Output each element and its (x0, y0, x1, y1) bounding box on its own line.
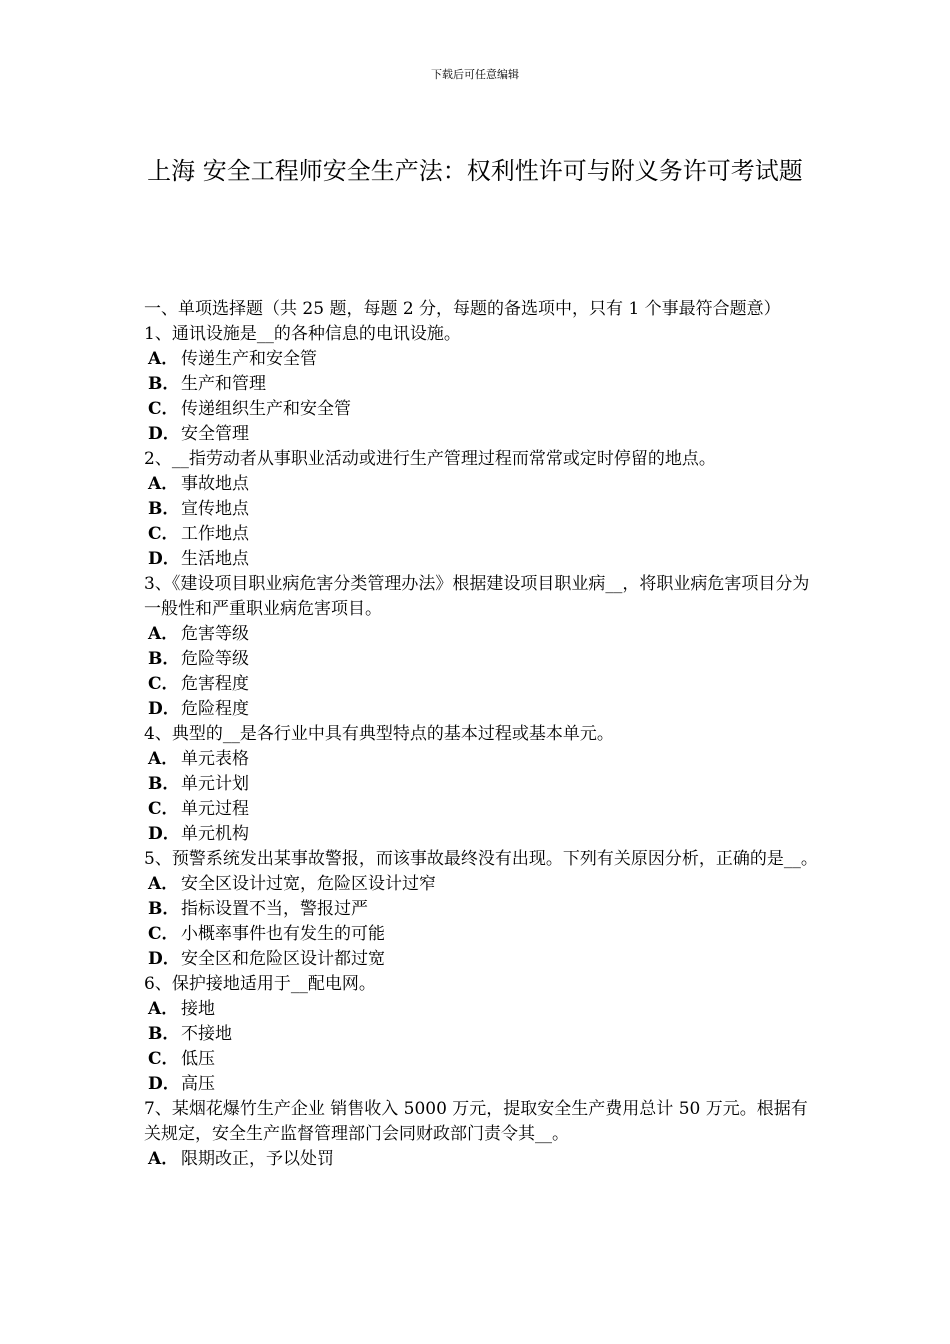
option-letter: B． (148, 499, 180, 519)
answer-option-d (144, 947, 824, 972)
option-letter: D． (148, 1074, 180, 1094)
option-letter: C． (148, 924, 179, 944)
answer-option-c (144, 797, 824, 822)
answer-option-c (144, 1047, 824, 1072)
option-letter: B． (148, 1024, 180, 1044)
option-text: 工作地点 (181, 524, 249, 544)
option-letter: A． (148, 474, 179, 494)
question-3 (144, 572, 824, 722)
option-letter: D． (148, 549, 180, 569)
question-6 (144, 972, 824, 1097)
answer-option-a (144, 622, 824, 647)
section-heading: 一、单项选择题（共 25 题，每题 2 分，每题的备选项中，只有 1 个事最符合题意） (144, 299, 781, 319)
option-letter: C． (148, 799, 179, 819)
option-text: 单元机构 (181, 824, 249, 844)
option-letter: A． (148, 874, 179, 894)
option-text: 生产和管理 (181, 374, 266, 394)
answer-option-b (144, 647, 824, 672)
option-text: 限期改正，予以处罚 (181, 1149, 334, 1169)
option-letter: C． (148, 674, 179, 694)
answer-option-a (144, 997, 824, 1022)
question-7 (144, 1097, 824, 1172)
option-letter: A． (148, 749, 179, 769)
question-stem: 5、预警系统发出某事故警报，而该事故最终没有出现。下列有关原因分析，正确的是__。 (144, 849, 818, 869)
option-text: 单元计划 (181, 774, 249, 794)
option-text: 事故地点 (181, 474, 249, 494)
question-stem: 2、__指劳动者从事职业活动或进行生产管理过程而常常或定时停留的地点。 (144, 449, 716, 469)
option-letter: C． (148, 399, 179, 419)
option-letter: A． (148, 349, 179, 369)
option-text: 安全管理 (181, 424, 249, 444)
option-text: 低压 (181, 1049, 215, 1069)
answer-option-d (144, 422, 824, 447)
option-letter: B． (148, 774, 180, 794)
question-stem: 4、典型的__是各行业中具有典型特点的基本过程或基本单元。 (144, 724, 614, 744)
answer-option-c (144, 922, 824, 947)
answer-option-d (144, 547, 824, 572)
answer-option-b (144, 772, 824, 797)
option-text: 危害等级 (181, 624, 249, 644)
option-text: 危险程度 (181, 699, 249, 719)
question-stem: 6、保护接地适用于__配电网。 (144, 974, 376, 994)
question-1 (144, 322, 824, 447)
answer-option-a (144, 872, 824, 897)
option-letter: B． (148, 649, 180, 669)
option-text: 高压 (181, 1074, 215, 1094)
option-text: 安全区设计过宽，危险区设计过窄 (181, 874, 436, 894)
option-letter: A． (148, 1149, 179, 1169)
document-body (144, 297, 824, 1172)
answer-option-c (144, 522, 824, 547)
answer-option-b (144, 497, 824, 522)
answer-option-c (144, 397, 824, 422)
option-text: 生活地点 (181, 549, 249, 569)
option-letter: D． (148, 824, 180, 844)
option-letter: A． (148, 999, 179, 1019)
page-header-note: 下载后可任意编辑 (431, 68, 519, 81)
question-4 (144, 722, 824, 847)
answer-option-d (144, 822, 824, 847)
answer-option-a (144, 747, 824, 772)
option-text: 指标设置不当，警报过严 (181, 899, 368, 919)
answer-option-a (144, 472, 824, 497)
answer-option-d (144, 697, 824, 722)
answer-option-b (144, 1022, 824, 1047)
document-title: 上海 安全工程师安全生产法：权利性许可与附义务许可考试题 (147, 157, 803, 185)
option-text: 安全区和危险区设计都过宽 (181, 949, 385, 969)
option-letter: B． (148, 374, 180, 394)
answer-option-a (144, 1147, 824, 1172)
option-text: 危险等级 (181, 649, 249, 669)
option-letter: C． (148, 524, 179, 544)
option-text: 不接地 (181, 1024, 232, 1044)
answer-option-d (144, 1072, 824, 1097)
option-text: 传递生产和安全管 (181, 349, 317, 369)
option-letter: D． (148, 699, 180, 719)
option-letter: D． (148, 424, 180, 444)
option-letter: D． (148, 949, 180, 969)
question-2 (144, 447, 824, 572)
question-stem: 3、《建设项目职业病危害分类管理办法》根据建设项目职业病__，将职业病危害项目分为一般性和严重职业病危害项目。 (144, 574, 810, 619)
question-stem: 1、通讯设施是__的各种信息的电讯设施。 (144, 324, 461, 344)
option-text: 单元表格 (181, 749, 249, 769)
answer-option-c (144, 672, 824, 697)
answer-option-b (144, 897, 824, 922)
answer-option-a (144, 347, 824, 372)
option-text: 传递组织生产和安全管 (181, 399, 351, 419)
option-text: 宣传地点 (181, 499, 249, 519)
option-text: 单元过程 (181, 799, 249, 819)
question-5 (144, 847, 824, 972)
option-text: 小概率事件也有发生的可能 (181, 924, 385, 944)
option-text: 接地 (181, 999, 215, 1019)
option-letter: B． (148, 899, 180, 919)
question-stem: 7、某烟花爆竹生产企业 销售收入 5000 万元，提取安全生产费用总计 50 万元。根据有关规定，安全生产监督管理部门会同财政部门责令其__。 (144, 1099, 808, 1144)
option-text: 危害程度 (181, 674, 249, 694)
answer-option-b (144, 372, 824, 397)
option-letter: C． (148, 1049, 179, 1069)
option-letter: A． (148, 624, 179, 644)
